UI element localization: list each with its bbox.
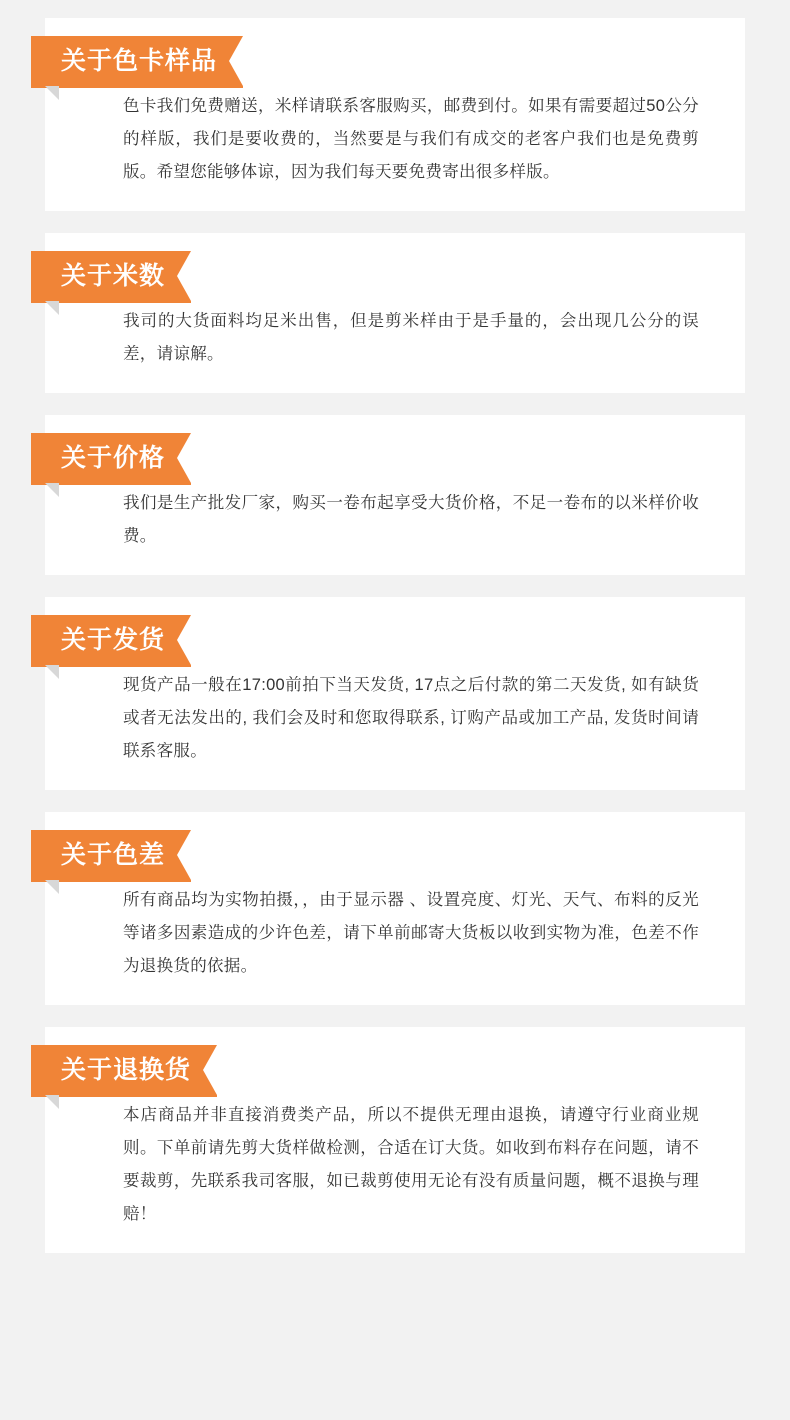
- faq-section-shipping: [45, 597, 745, 790]
- faq-section-returns: [45, 1027, 745, 1253]
- section-title-ribbon: 关于价格: [31, 433, 191, 485]
- section-paragraph: 我司的大货面料均足米出售，但是剪米样由于是手量的，会出现几公分的误差，请谅解。: [123, 312, 699, 363]
- section-body: [45, 1083, 745, 1231]
- ribbon-wrapper: [31, 812, 745, 868]
- section-body: [45, 74, 745, 189]
- faq-section-color-difference: [45, 812, 745, 1005]
- section-body: [45, 868, 745, 983]
- section-paragraph: 我们是生产批发厂家，购买一卷布起享受大货价格，不足一卷布的以米样价收费。: [123, 494, 699, 545]
- section-title-ribbon: 关于发货: [31, 615, 191, 667]
- ribbon-wrapper: [31, 18, 745, 74]
- faq-section-color-card: [45, 18, 745, 211]
- section-title-ribbon: 关于退换货: [31, 1045, 217, 1097]
- faq-section-meterage: [45, 233, 745, 393]
- section-paragraph: 色卡我们免费赠送，米样请联系客服购买，邮费到付。如果有需要超过50公分的样版，我们是要收费的，当然要是与我们有成交的老客户我们也是免费剪版。希望您能够体谅，因为我们每天要免费寄出很多样版。: [123, 97, 699, 181]
- section-paragraph: 本店商品并非直接消费类产品，所以不提供无理由退换，请遵守行业商业规则。下单前请先剪大货样做检测，合适在订大货。如收到布料存在问题，请不要裁剪，先联系我司客服，如已裁剪使用无论有没有质量问题，概不退换与理赔！: [123, 1106, 699, 1223]
- section-body: [45, 653, 745, 768]
- ribbon-wrapper: [31, 597, 745, 653]
- section-title-ribbon: 关于色卡样品: [31, 36, 243, 88]
- ribbon-wrapper: [31, 1027, 745, 1083]
- ribbon-wrapper: [31, 415, 745, 471]
- ribbon-wrapper: [31, 233, 745, 289]
- faq-section-price: [45, 415, 745, 575]
- section-paragraph: 所有商品均为实物拍摄，，由于显示器 、设置亮度、灯光、天气、布料的反光等诸多因素造成的少许色差，请下单前邮寄大货板以收到实物为准，色差不作为退换货的依据。: [123, 891, 699, 975]
- section-title-ribbon: 关于色差: [31, 830, 191, 882]
- section-paragraph: 现货产品一般在17:00前拍下当天发货, 17点之后付款的第二天发货, 如有缺货或者无法发出的, 我们会及时和您取得联系, 订购产品或加工产品, 发货时间请联系客服。: [123, 676, 699, 760]
- section-title-ribbon: 关于米数: [31, 251, 191, 303]
